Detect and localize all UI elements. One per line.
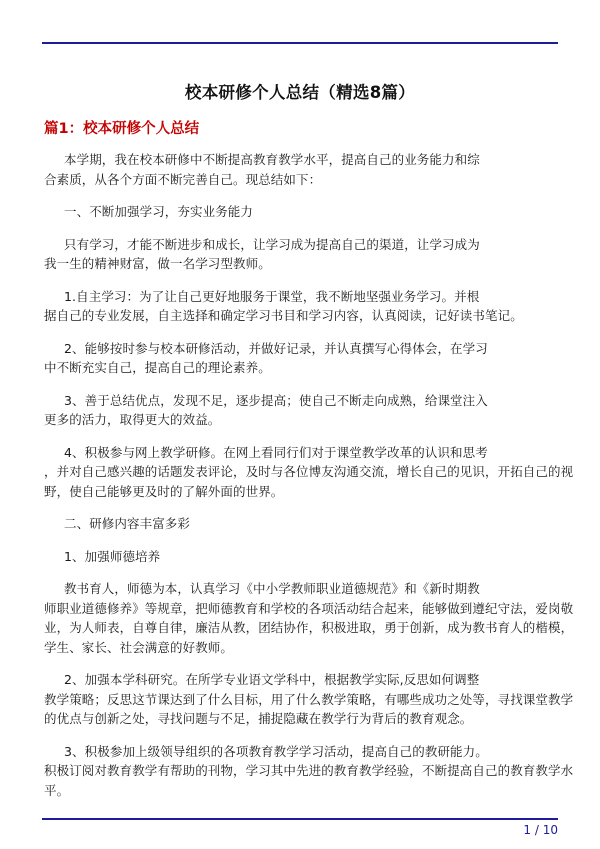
paragraph-line: 只有学习，才能不断进步和成长，让学习成为提高自己的渠道，让学习成为: [64, 236, 480, 252]
section-heading: 篇1：校本研修个人总结: [44, 121, 200, 137]
paragraph-line: 2、能够按时参与校本研修活动，并做好记录，并认真撰写心得体会，在学习: [64, 340, 488, 356]
paragraph-line: 2、加强本学科研究。在所学专业语文学科中，根据教学实际,反思如何调整: [64, 672, 480, 687]
paragraph-line: 积极订阅对教育教学有帮助的刊物，学习其中先进的教育教学经验，不断提高自己的教育教学水: [44, 763, 574, 778]
document-title: 校本研修个人总结（精选8篇）: [184, 83, 416, 102]
paragraph: [44, 391, 558, 430]
paragraph: [44, 150, 558, 189]
paragraph-line: 我一生的精神财富，做一名学习型教师。: [44, 256, 271, 271]
paragraph-line: 更多的活力，取得更大的效益。: [44, 412, 221, 427]
paragraph-line: 二、研修内容丰富多彩: [64, 516, 191, 531]
paragraph-line: 1.自主学习：为了让自己更好地服务于课堂，我不断地坚强业务学习。并根: [64, 288, 480, 304]
paragraph-line: 学生、家长、社会满意的好教师。: [44, 639, 234, 655]
paragraph-line: 4、积极参与网上教学研修。在网上看同行们对于课堂教学改革的认识和思考: [64, 444, 488, 460]
paragraph-line: 一、不断加强学习，夯实业务能力: [64, 204, 254, 219]
paragraph-line: ，并对自己感兴趣的话题发表评论，及时与各位博友沟通交流，增长自己的见识，开拓自己的视: [44, 464, 574, 479]
document-body: [44, 150, 574, 813]
paragraph-line: 教书育人，师德为本，认真学习《中小学教师职业道德规范》和《新时期教: [64, 581, 480, 596]
paragraph: [44, 339, 558, 378]
paragraph-line: 平。: [44, 782, 70, 798]
paragraph-line: 业，为人师表，自尊自律，廉洁从教，团结协作，积极进取，勇于创新，成为教书育人的楷模，: [44, 620, 574, 635]
paragraph: [44, 579, 574, 657]
paragraph: [44, 514, 558, 534]
paragraph-line: 的优点与创新之处，寻找问题与不足，捕捉隐藏在教学行为背后的教育观念。: [44, 711, 473, 726]
paragraph: [44, 443, 574, 502]
paragraph: [44, 202, 558, 222]
paragraph-line: 野，使自己能够更及时的了解外面的世界。: [44, 483, 284, 499]
paragraph: [44, 235, 558, 274]
header-rule: [42, 42, 558, 44]
paragraph: [44, 670, 574, 729]
paragraph-line: 合素质，从各个方面不断完善自己。现总结如下：: [44, 171, 322, 187]
paragraph-line: 据自己的专业发展，自主选择和确定学习书目和学习内容，认真阅读，记好读书笔记。: [44, 308, 523, 323]
paragraph-line: 中不断充实自己，提高自己的理论素养。: [44, 360, 271, 375]
paragraph-line: 教学策略；反思这节课达到了什么目标，用了什么教学策略，有哪些成功之处等，寻找课堂教学: [44, 691, 574, 707]
paragraph-line: 3、积极参加上级领导组织的各项教育教学学习活动，提高自己的教研能力。: [64, 743, 488, 759]
paragraph-line: 本学期，我在校本研修中不断提高教育教学水平，提高自己的业务能力和综: [64, 152, 480, 167]
page-number: 1 / 10: [523, 823, 558, 837]
paragraph: [44, 287, 558, 326]
paragraph-line: 师职业道德修养》等规章，把师德教育和学校的各项活动结合起来，能够做到遵纪守法，爱岗敬: [44, 600, 574, 616]
paragraph: [44, 742, 574, 801]
paragraph: [44, 547, 558, 567]
paragraph-line: 3、善于总结优点，发现不足，逐步提高；使自己不断走向成熟，给课堂注入: [64, 392, 488, 408]
footer-rule: [42, 818, 558, 820]
paragraph-line: 1、加强师德培养: [64, 548, 161, 564]
